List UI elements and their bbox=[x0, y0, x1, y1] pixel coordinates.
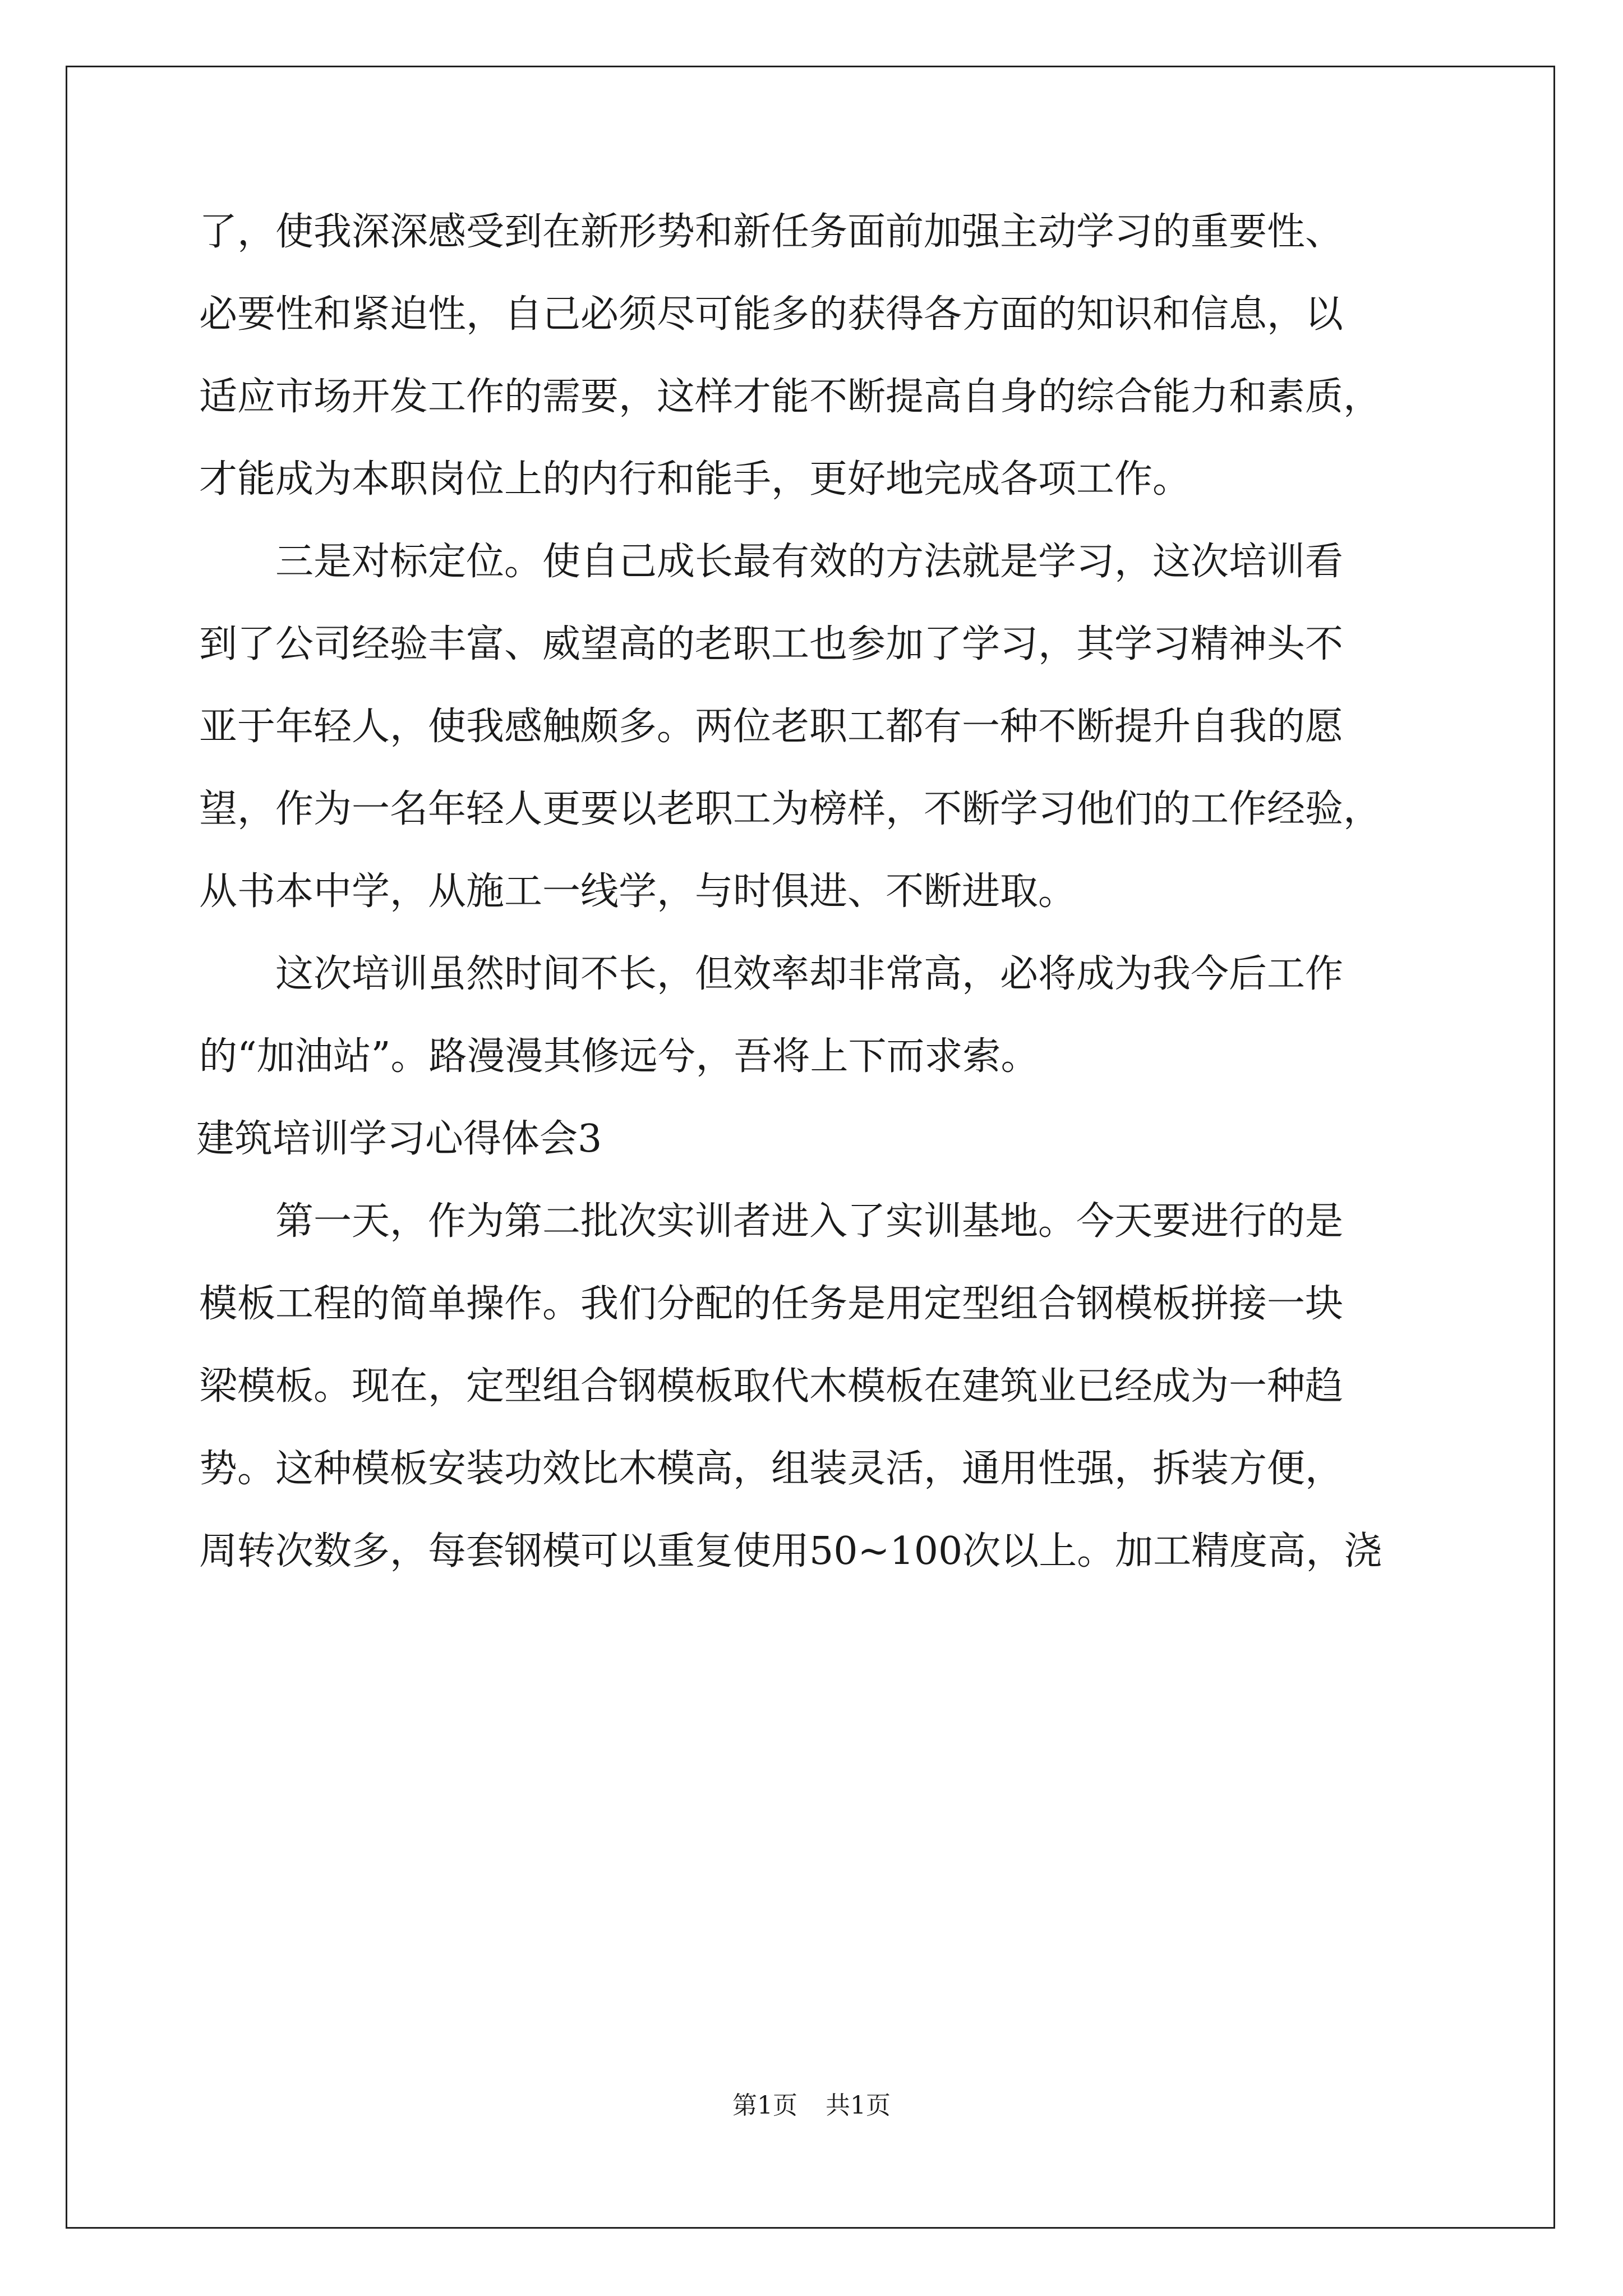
text-line: 必要性和紧迫性，自己必须尽可能多的获得各方面的知识和信息，以 bbox=[199, 292, 1344, 337]
page-total: 共1页 bbox=[826, 2091, 891, 2120]
text-line: 望，作为一名年轻人更要以老职工为榜样，不断学习他们的工作经验， bbox=[199, 787, 1382, 831]
text-line: 的“加油站”。路漫漫其修远兮，吾将上下而求索。 bbox=[199, 1034, 1039, 1079]
text-line: 三是对标定位。使自己成长最有效的方法就是学习，这次培训看 bbox=[199, 540, 1344, 584]
text-line: 梁模板。现在，定型组合钢模板取代木模板在建筑业已经成为一种趋 bbox=[199, 1364, 1344, 1409]
text-line: 第一天，作为第二批次实训者进入了实训基地。今天要进行的是 bbox=[199, 1199, 1344, 1244]
page-number: 第1页 bbox=[732, 2091, 797, 2120]
text-line: 模板工程的简单操作。我们分配的任务是用定型组合钢模板拼接一块 bbox=[199, 1282, 1344, 1326]
text-line: 亚于年轻人，使我感触颇多。两位老职工都有一种不断提升自我的愿 bbox=[199, 705, 1344, 749]
text-line: 势。这种模板安装功效比木模高，组装灵活，通用性强，拆装方便， bbox=[199, 1447, 1344, 1491]
section-heading: 建筑培训学习心得体会3 bbox=[196, 1117, 602, 1161]
text-line: 从书本中学，从施工一线学，与时俱进、不断进取。 bbox=[199, 869, 1077, 914]
text-line: 了，使我深深感受到在新形势和新任务面前加强主动学习的重要性、 bbox=[199, 210, 1344, 254]
text-line: 这次培训虽然时间不长，但效率却非常高，必将成为我今后工作 bbox=[199, 952, 1344, 996]
text-line: 到了公司经验丰富、威望高的老职工也参加了学习，其学习精神头不 bbox=[199, 622, 1344, 666]
page-footer bbox=[0, 2090, 1623, 2122]
text-line: 周转次数多，每套钢模可以重复使用50~100次以上。加工精度高，浇 bbox=[199, 1529, 1382, 1573]
text-line: 才能成为本职岗位上的内行和能手，更好地完成各项工作。 bbox=[199, 457, 1191, 501]
text-line: 适应市场开发工作的需要，这样才能不断提高自身的综合能力和素质， bbox=[199, 375, 1382, 419]
